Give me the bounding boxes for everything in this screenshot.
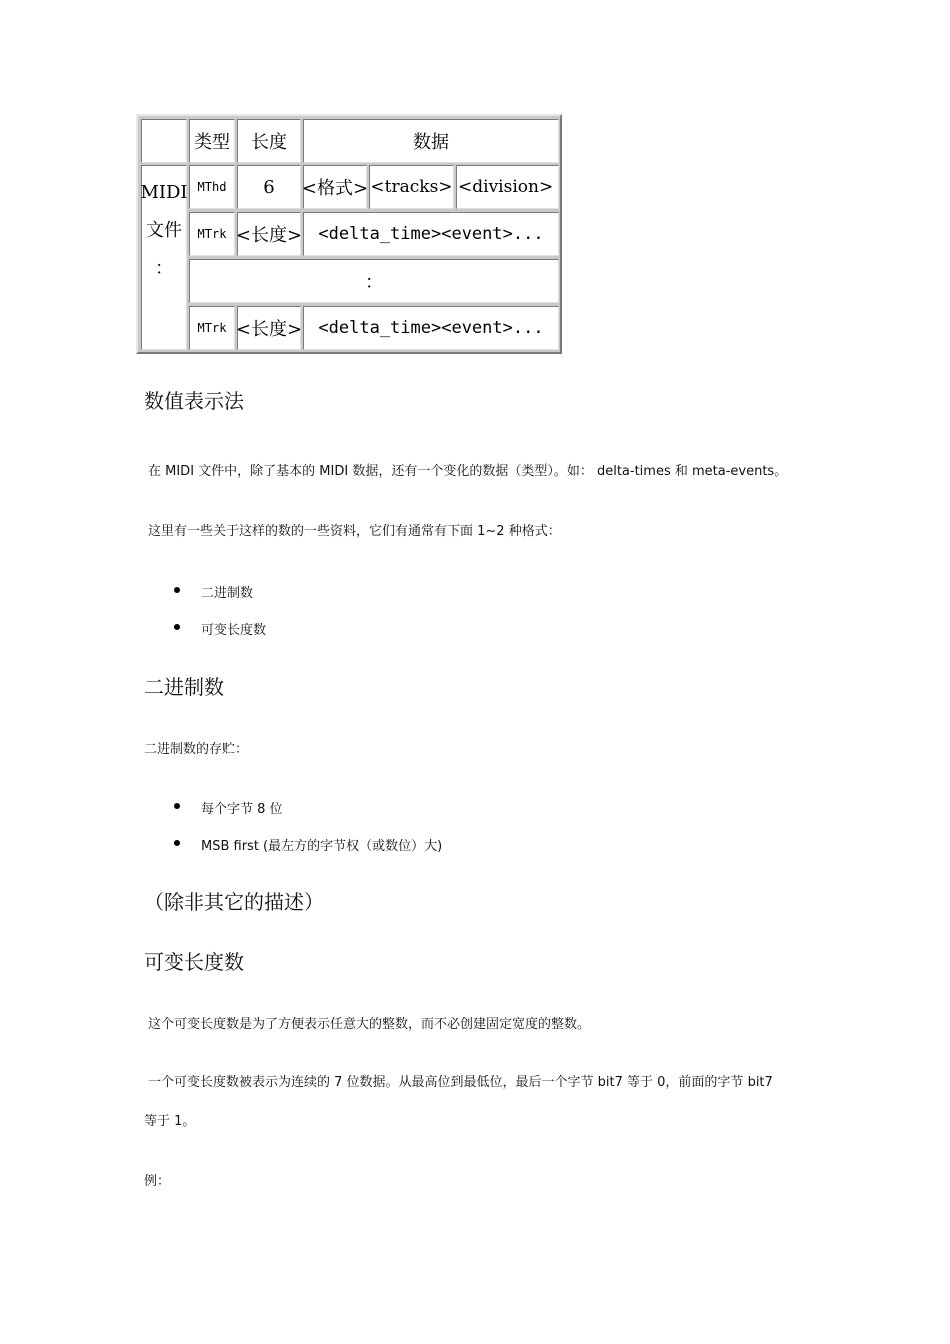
table-corner-cell <box>141 119 187 163</box>
row4-length: <长度> <box>237 306 301 350</box>
list-item-binary: 二进制数 <box>201 586 254 601</box>
row1-type: MThd <box>189 165 235 209</box>
paragraph-variable-encoding: 一个可变长度数被表示为连续的 7 位数据。从最高位到最低位，最后一个字节 bit7 等于 0，前面的字节 bit7 <box>148 1075 773 1090</box>
row2-data: <delta_time><event>... <box>303 212 559 256</box>
header-type: 类型 <box>189 119 235 163</box>
row2-length: <长度> <box>237 212 301 256</box>
row1-length: 6 <box>237 165 301 209</box>
row1-division: <division> <box>456 165 559 209</box>
header-data: 数据 <box>303 119 559 163</box>
bullet-dot <box>174 840 180 846</box>
side-label-line2: 文件 <box>146 220 182 241</box>
row1-format: <格式> <box>303 165 367 209</box>
heading-numeric-representation: 数值表示法 <box>144 389 244 413</box>
note-unless-described: （除非其它的描述） <box>144 890 324 914</box>
side-label-line1: MIDI <box>140 182 188 203</box>
paragraph-intro: 在 MIDI 文件中，除了基本的 MIDI 数据，还有一个变化的数据（类型）。如： delta-times 和 meta-events。 <box>148 464 788 479</box>
paragraph-variable-purpose: 这个可变长度数是为了方便表示任意大的整数，而不必创建固定宽度的整数。 <box>148 1017 591 1032</box>
paragraph-binary-storage: 二进制数的存贮： <box>144 742 249 757</box>
list-item-8-bits: 每个字节 8 位 <box>201 802 283 817</box>
paragraph-formats: 这里有一些关于这样的数的一些资料，它们有通常有下面 1~2 种格式： <box>148 524 561 539</box>
row3-ellipsis: ： <box>189 259 559 303</box>
header-length: 长度 <box>237 119 301 163</box>
paragraph-variable-encoding-cont: 等于 1。 <box>144 1114 196 1129</box>
bullet-dot <box>174 803 180 809</box>
row2-type: MTrk <box>189 212 235 256</box>
heading-binary: 二进制数 <box>144 675 224 699</box>
list-item-msb-first: MSB first (最左方的字节权（或数位）大) <box>201 839 443 854</box>
row1-tracks: <tracks> <box>369 165 454 209</box>
row4-data: <delta_time><event>... <box>303 306 559 350</box>
bullet-dot <box>174 587 180 593</box>
midi-structure-table <box>136 114 562 354</box>
list-item-variable-length: 可变长度数 <box>201 623 267 638</box>
row4-type: MTrk <box>189 306 235 350</box>
midi-file-label <box>141 165 187 350</box>
bullet-dot <box>174 624 180 630</box>
heading-variable-length: 可变长度数 <box>144 950 244 974</box>
paragraph-example-label: 例： <box>144 1174 171 1189</box>
side-label-line3: ： <box>155 258 173 279</box>
